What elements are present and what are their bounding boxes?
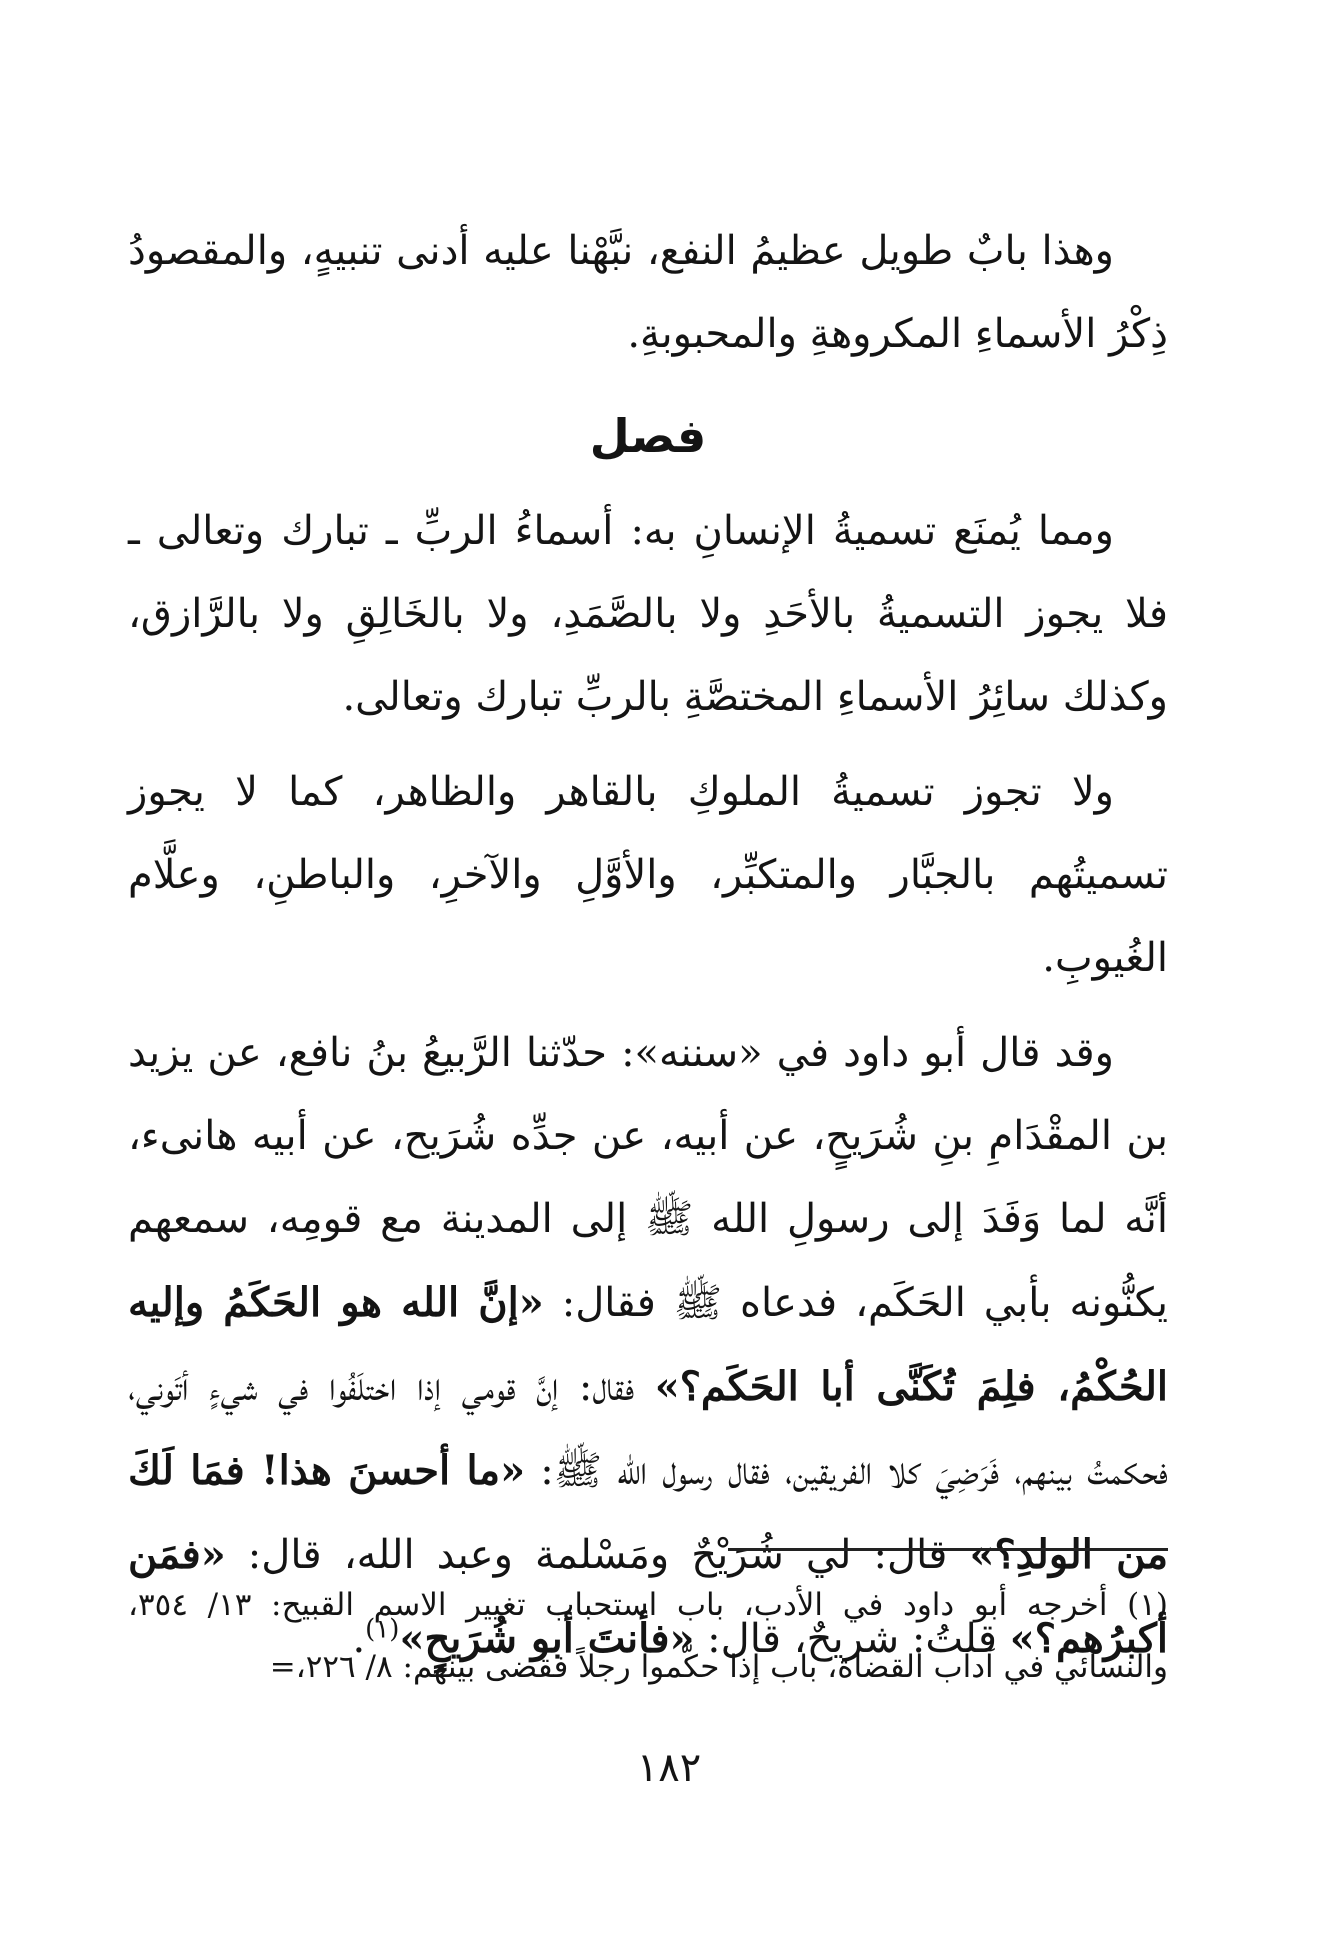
hadith-text-4: قلتُ: شريحٌ، قال: — [694, 1616, 1010, 1662]
main-text — [128, 210, 1168, 1681]
names-of-god-paragraph: ومما يُمنَع تسميةُ الإنسانِ به: أسماءُ الربِّ ـ تبارك وتعالى ـ فلا يجوز التسميةُ بالأحَدِ ولا بالصَّمَدِ، ولا بالخَالِقِ ولا بالرَّازق، وكذلك سائِرُ الأسماءِ المختصَّةِ بالربِّ تبارك وتعالى. — [128, 508, 1168, 720]
hadith-quote-1: «إنَّ الله هو الحَكَمُ وإليه الحُكْمُ، فلِمَ تُكَنَّى أبا الحَكَم؟» — [128, 1279, 1169, 1410]
section-heading: فصل — [589, 409, 707, 463]
kings-names-paragraph: ولا تجوز تسميةُ الملوكِ بالقاهر والظاهر، كما لا يجوز تسميتُهم بالجبَّار والمتكبِّر، والأوَّلِ والآخرِ، والباطنِ، وعلَّام الغُيوبِ. — [128, 769, 1168, 981]
footnotes — [128, 1574, 1168, 1698]
footnote-reference[interactable]: (١) — [365, 1614, 400, 1645]
hadith-quote-2: «ما أحسنَ هذا! فمَا لَكَ من الولدِ؟» — [128, 1447, 1168, 1578]
hadith-quote-4: «فأنتَ أبو شُرَيحٍ» — [399, 1615, 695, 1662]
hadith-end: . — [352, 1616, 366, 1662]
hadith-text-3: قال: لي شُرَيْحٌ ومَسْلمة وعبد الله، قال: — [225, 1532, 970, 1578]
hadith-quote-3: «فمَن أكبرُهم؟» — [128, 1531, 1168, 1662]
hadith-text-2: فقال: إنَّ قومي إذا اختلَفُوا في شيءٍ أتَوني، فحكمتُ بينهم، فَرَضِيَ كلا الفريقين، فقال رسول الله ﷺ: — [128, 1364, 1168, 1494]
page-number: ١٨٢ — [636, 1745, 702, 1791]
footnote-divider — [728, 1548, 1168, 1551]
intro-paragraph: وهذا بابٌ طويل عظيمُ النفع، نبَّهْنا عليه أدنى تنبيهٍ، والمقصودُ ذِكْرُ الأسماءِ المكروهةِ والمحبوبةِ. — [128, 228, 1168, 357]
footnote-1: (١) أخرجه أبو داود في الأدب، باب استحباب تغيير الاسم القبيح: ١٣/ ٣٥٤، والنسائي في آداب القضاة، باب إذا حكّموا رجلاً فقضى بينهم: ٨/ ٢٢٦،= — [128, 1587, 1168, 1685]
hadith-text-1: وقد قال أبو داود في «سننه»: حدّثنا الرَّبيعُ بنُ نافع، عن يزيد بن المقْدَامِ بنِ شُرَيحٍ، عن أبيه، عن جدِّه شُرَيح، عن أبيه هانىء، أنَّه لما وَفَدَ إلى رسولِ الله ﷺ إلى المدينة مع قومِه، سمعهم يكنُّونه بأبي الحَكَم، فدعاه ﷺ فقال: — [128, 1030, 1169, 1326]
